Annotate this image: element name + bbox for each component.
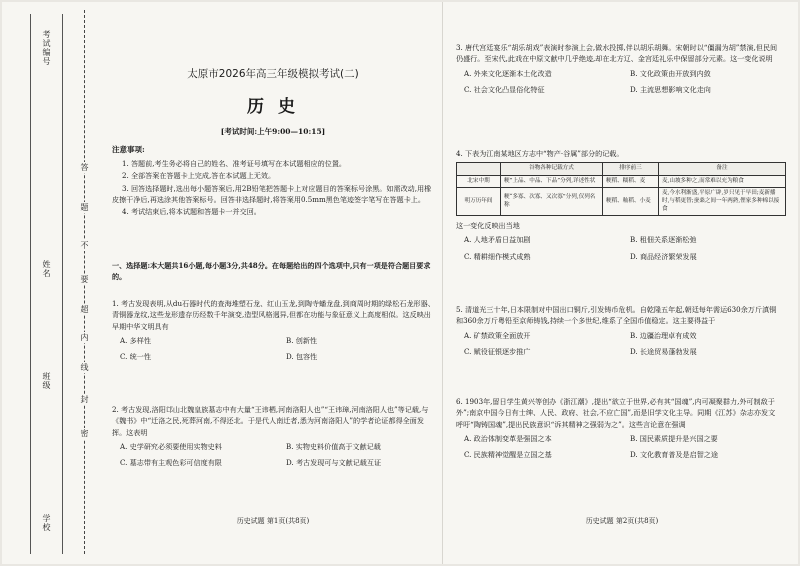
subject-title: 历 史 <box>247 97 299 117</box>
option-c[interactable]: C. 墓志带有主观色彩可信度有限 <box>120 458 222 468</box>
option-d[interactable]: D. 考古发现可与文献记载互证 <box>286 458 382 468</box>
option-d[interactable]: D. 长途贸易蓬勃发展 <box>630 347 697 357</box>
option-c[interactable]: C. 社会文化凸显俗化特征 <box>464 85 545 95</box>
page-divider <box>442 2 443 564</box>
seal-mark: 答 <box>80 163 89 172</box>
notice-heading: 注意事项: <box>112 145 145 154</box>
table-row <box>457 175 786 188</box>
options <box>112 335 436 363</box>
question-stem: 1. 考古发现表明,从du石器时代的查海堆塑石龙、红山玉龙,到陶寺蟠龙盘,到商周时期的绿松石龙形器、青铜器龙纹,这些龙形遗存历经数千年演变,造型风格迥异,但都在功能与象征意义上高度相似。这反映出早期中华文明具有 <box>112 299 435 331</box>
notice-list <box>112 158 432 219</box>
seal-mark: 密 <box>80 429 89 438</box>
options <box>456 433 780 461</box>
seal-mark: 超 <box>80 305 89 314</box>
table-cell: 粳稻、糯稻、麦 <box>603 175 659 188</box>
option-a[interactable]: A. 人地矛盾日益加剧 <box>464 235 531 245</box>
question-tail: 这一变化反映出当地 <box>456 221 520 231</box>
option-a[interactable]: A. 矿禁政策全面放开 <box>464 330 531 340</box>
question-2 <box>112 404 436 469</box>
page-footer: 历史试题 第1页(共8页) <box>236 517 310 525</box>
option-b[interactable]: B. 租佃关系逐渐松弛 <box>630 235 697 245</box>
page-1 <box>108 2 438 564</box>
options <box>456 234 780 262</box>
question-5 <box>456 304 780 357</box>
question-3 <box>456 42 780 95</box>
question-stem: 2. 考古发现,洛阳邙山北魏皇族墓志中有大量“王讳栖,河南洛阳人也”“王讳璋,河南洛阳人也”等记载,与《魏书》中“迁洛之民,死葬河南,不得还北。于是代人南迁者,悉为河南洛阳人”的学者论证都得全面发挥。这表明 <box>112 405 429 437</box>
table-cell: 麦,山坡多种之,而常难以充为粮食 <box>659 175 786 188</box>
option-d[interactable]: D. 包容性 <box>286 352 318 362</box>
page-footer: 历史试题 第2页(共8页) <box>585 517 659 525</box>
seal-mark: 不 <box>80 241 89 250</box>
exam-id-label: 考试编号 <box>42 30 51 66</box>
table-header: 谷物各种记载方式 <box>501 163 603 176</box>
class-label: 班级 <box>42 372 51 390</box>
option-c[interactable]: C. 民族精神觉醒是立国之基 <box>464 450 552 460</box>
table-cell: 明万历年间 <box>457 188 501 216</box>
option-c[interactable]: C. 统一性 <box>120 352 151 362</box>
name-label: 姓名 <box>42 260 51 278</box>
table-cell: 粳“多寡、次寡、又次寡”分列,仅列名称 <box>501 188 603 216</box>
table-header: 备注 <box>659 163 786 176</box>
exam-title: 太原市2026年高三年级模拟考试(二) <box>187 68 359 80</box>
question-4 <box>456 148 780 262</box>
table-cell: 北宋中期 <box>457 175 501 188</box>
option-b[interactable]: B. 实物史料价值高于文献记载 <box>286 442 381 452</box>
option-b[interactable]: B. 文化政策由开放到内敛 <box>630 68 711 78</box>
option-b[interactable]: B. 国民素质提升是兴国之要 <box>630 434 718 444</box>
options <box>112 441 436 469</box>
exam-time: [考试时间:上午9:00—10:15] <box>220 127 326 136</box>
question-stem: 4. 下表为江南某地区方志中“物产·谷属”部分的记载。 <box>456 149 624 158</box>
option-d[interactable]: D. 文化教育普及是启智之途 <box>630 450 718 460</box>
question-stem: 3. 唐代宫廷宴乐“胡乐胡戏”表演时参演上会,做水投掷,伴以胡乐胡舞。宋朝时以“僵漏为胡”禁演,但民间仍盛行。至宋代,此戏在中原文献中几乎绝迹,却在北方辽、金宫廷礼乐中保留部分元素。这一变化说明 <box>456 43 778 64</box>
table-row <box>457 188 786 216</box>
binding-margin <box>2 2 98 564</box>
table-cell: 麦,今水利渐盛,平原广辟,岁只见于早田;麦新播时,与稻更替;蚕桑之间一年两熟,俚家多种棉以接食 <box>659 188 786 216</box>
option-a[interactable]: A. 史学研究必须要使用实物史料 <box>120 442 222 452</box>
table-cell: 粳”上品、中品、下品”分列,详述性状 <box>501 175 603 188</box>
question-stem: 5. 清道光三十年,日本限制对中国出口铜斤,引发铸币危机。自乾隆五年起,朝廷每年需运630余万斤滇铜和360余万斤粤铅至京师铸钱,持续一个多世纪,维系了全国币值稳定。这主要得益于 <box>456 305 777 326</box>
option-c[interactable]: C. 精耕细作模式成熟 <box>464 251 531 261</box>
options <box>456 68 780 96</box>
question-stem: 6. 1903年,留日学生黄兴等创办《浙江潮》,提出“欲立于世界,必有其“国魂”,内可凝聚群力,外可制敌于外”;南京中国今日有士绅、人民、政府、社会,不应亡国”,而是旧学文化主导。同期《江苏》杂志亦发文呼吁“陶铸国魂”,提出民族意识“诉其精神之强弱为之”。这些言论意在强调 <box>456 397 776 429</box>
seal-mark: 线 <box>80 363 89 372</box>
notice-item: 3. 回答选择题时,选出每小题答案后,用2B铅笔把答题卡上对应题目的答案标号涂黑。如需改动,用橡皮擦干净后,再选涂其他答案标号。回答非选择题时,将答案用0.5mm黑色笔迹签字笔写在答题卡上。 <box>112 183 432 205</box>
notice-item: 2. 全部答案在答题卡上完成,答在本试题上无效。 <box>121 171 276 181</box>
school-label: 学校 <box>42 514 51 532</box>
option-b[interactable]: B. 边疆治理卓有成效 <box>630 330 697 340</box>
option-a[interactable]: A. 政治体制变革是强国之本 <box>464 434 552 444</box>
notice-item: 1. 答题前,考生务必将自己的姓名、准考证号填写在本试题相应的位置。 <box>121 159 347 168</box>
option-a[interactable]: A. 多样性 <box>120 336 151 346</box>
option-a[interactable]: A. 外来文化逐渐本土化改造 <box>464 68 552 78</box>
page-2 <box>452 2 792 564</box>
option-b[interactable]: B. 创新性 <box>286 336 318 346</box>
question-1 <box>112 298 436 363</box>
question-6 <box>456 396 780 461</box>
option-d[interactable]: D. 商品经济繁荣发展 <box>630 251 697 261</box>
table-header-row <box>457 163 786 176</box>
margin-rule <box>62 14 63 554</box>
data-table <box>456 162 786 216</box>
table-cell: 粳稻、籼稻、小麦 <box>603 188 659 216</box>
seal-mark: 题 <box>80 203 89 212</box>
option-d[interactable]: D. 主流思想影响文化走向 <box>630 85 711 95</box>
section-heading: 一、选择题:本大题共16小题,每小题3分,共48分。在每题给出的四个选项中,只有一项是符合题目要求的。 <box>112 261 431 282</box>
exam-sheet <box>2 2 798 564</box>
options <box>456 330 780 358</box>
margin-rule <box>30 14 31 554</box>
table-header <box>457 163 501 176</box>
seal-mark: 封 <box>80 395 89 404</box>
seal-mark: 要 <box>80 275 89 284</box>
option-c[interactable]: C. 赋役征银逐步推广 <box>464 347 531 357</box>
seal-mark: 内 <box>80 333 89 342</box>
notice-item: 4. 考试结束后,将本试题和答题卡一并交回。 <box>121 207 261 217</box>
table-header: 排序前三 <box>603 163 659 176</box>
